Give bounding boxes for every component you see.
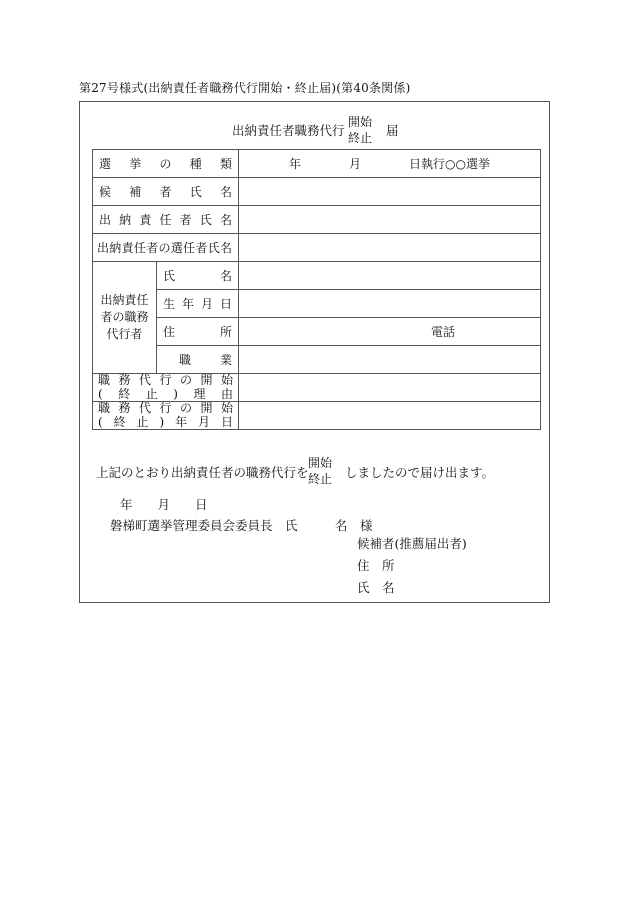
row-candidate-name	[93, 178, 541, 206]
value-deputy-address[interactable]	[239, 318, 541, 346]
label-treasurer-name	[93, 206, 239, 234]
label-deputy-job	[157, 346, 239, 374]
row-treasurer-name	[93, 206, 541, 234]
label-char: の	[180, 401, 193, 415]
jt-date-2	[96, 416, 235, 430]
jt-reason-1	[96, 374, 235, 388]
label-char: (	[98, 414, 103, 429]
row-date	[93, 402, 541, 430]
jt-reason-2	[96, 388, 235, 402]
value-candidate-name[interactable]	[239, 178, 541, 206]
label-char: 業	[220, 353, 233, 367]
phone-label: 電話	[431, 325, 456, 339]
label-char: 候	[99, 185, 112, 199]
row-deputy-job	[93, 346, 541, 374]
title-main: 出納責任者職務代行	[232, 123, 345, 138]
label-char: )	[173, 386, 178, 401]
jt-deputy-birth	[161, 295, 234, 312]
jt-deputy-address	[161, 323, 234, 340]
value-deputy-birth[interactable]	[239, 290, 541, 318]
label-char: 務	[118, 373, 131, 387]
form-title	[80, 114, 549, 148]
candidate-name-label[interactable]: 氏 名	[357, 580, 395, 595]
label-char: 由	[221, 386, 234, 401]
label-char: 出	[99, 213, 112, 227]
label-char: 務	[118, 401, 131, 415]
label-char: 月	[201, 297, 214, 311]
label-char: 者	[179, 213, 192, 227]
date-line[interactable]: 年 月 日	[120, 497, 208, 512]
label-char: 種	[189, 157, 202, 171]
statement-part2: しましたので届け出ます。	[345, 465, 495, 480]
jt-treasurer-name	[97, 211, 234, 228]
jt-date-1	[96, 402, 235, 416]
label-char: 氏	[199, 213, 212, 227]
label-char: 選	[99, 157, 112, 171]
label-election-type	[93, 150, 239, 178]
statement-option-end: 終止	[308, 472, 333, 486]
candidate-role: 候補者(推薦届出者)	[357, 536, 467, 551]
value-deputy-job[interactable]	[239, 346, 541, 374]
label-char: 所	[220, 325, 233, 339]
label-char: 責	[139, 213, 152, 227]
label-char: 始	[221, 401, 234, 415]
title-option-stack	[348, 114, 372, 146]
row-election-type	[93, 150, 541, 178]
deputy-group-line: 者の職務	[100, 310, 149, 324]
label-char: 氏	[163, 269, 176, 283]
value-year: 年	[289, 157, 302, 171]
label-char: 職	[179, 353, 192, 367]
value-election-type[interactable]	[239, 150, 541, 178]
value-deputy-name[interactable]	[239, 262, 541, 290]
jt-candidate-name	[97, 183, 234, 200]
label-char: 納	[119, 213, 132, 227]
label-char: 終	[118, 386, 131, 401]
label-char: 止	[136, 414, 149, 429]
label-char: 類	[220, 157, 233, 171]
label-char: 日	[220, 414, 233, 429]
label-char: 名	[220, 185, 233, 199]
label-char: 氏	[189, 185, 202, 199]
label-deputy-birth	[157, 290, 239, 318]
value-appointer-name[interactable]	[239, 234, 541, 262]
statement-option-stack	[308, 455, 332, 487]
label-char: 理	[193, 386, 206, 401]
form-caption: 第27号様式(出納責任者職務代行開始・終止届)(第40条関係)	[79, 81, 411, 95]
label-char: 日	[220, 297, 233, 311]
statement	[96, 455, 536, 489]
label-char: 任	[159, 213, 172, 227]
value-reason[interactable]	[239, 374, 541, 402]
deputy-group-line: 代行者	[106, 327, 143, 341]
label-char: 終	[113, 414, 126, 429]
value-treasurer-name[interactable]	[239, 206, 541, 234]
row-deputy-address	[93, 318, 541, 346]
label-char: 名	[219, 213, 232, 227]
title-option-start: 開始	[348, 115, 373, 129]
form-table	[92, 149, 541, 430]
label-char: 開	[200, 401, 213, 415]
label-deputy-group	[93, 262, 157, 374]
deputy-group-line: 出納責任	[100, 293, 149, 307]
label-char: 者	[159, 185, 172, 199]
label-char: 行	[159, 401, 172, 415]
statement-part1: 上記のとおり出納責任者の職務代行を	[96, 465, 309, 480]
jt-deputy-job	[161, 351, 234, 368]
label-candidate-name	[93, 178, 239, 206]
label-char: 職	[98, 373, 111, 387]
row-deputy-birth	[93, 290, 541, 318]
label-char: 住	[163, 325, 176, 339]
value-month: 月	[349, 157, 362, 171]
row-reason	[93, 374, 541, 402]
label-char: 年	[182, 297, 195, 311]
label-date	[93, 402, 239, 430]
value-date[interactable]	[239, 402, 541, 430]
candidate-address-label[interactable]: 住 所	[357, 558, 395, 573]
label-char: 補	[129, 185, 142, 199]
form-frame	[79, 101, 550, 603]
label-char: 月	[198, 414, 211, 429]
label-char: )	[159, 414, 165, 429]
label-char: 年	[175, 414, 188, 429]
label-char: 開	[200, 373, 213, 387]
label-char: (	[98, 386, 103, 401]
label-char: 止	[145, 386, 158, 401]
statement-option-start: 開始	[308, 456, 333, 470]
label-char: 挙	[129, 157, 142, 171]
label-char: 始	[221, 373, 234, 387]
jt-deputy-name	[161, 267, 234, 284]
deputy-group-text	[99, 292, 150, 343]
label-char: 行	[159, 373, 172, 387]
title-suffix: 届	[386, 123, 399, 138]
label-char: の	[159, 157, 172, 171]
title-option-end: 終止	[348, 131, 373, 145]
row-deputy-name	[93, 262, 541, 290]
addressee-line: 磐梯町選挙管理委員会委員長 氏 名 様	[110, 518, 373, 533]
value-day-election: 日執行○○選挙	[409, 157, 490, 171]
label-char: 代	[139, 373, 152, 387]
label-char: 代	[139, 401, 152, 415]
label-char: 職	[98, 401, 111, 415]
label-appointer-name: 出納責任者の選任者氏名	[93, 234, 239, 262]
label-char: の	[180, 373, 193, 387]
jt-election-type	[97, 155, 234, 172]
label-char: 生	[163, 297, 176, 311]
label-reason	[93, 374, 239, 402]
label-deputy-address	[157, 318, 239, 346]
row-appointer-name	[93, 234, 541, 262]
label-deputy-name	[157, 262, 239, 290]
label-char: 名	[220, 269, 233, 283]
